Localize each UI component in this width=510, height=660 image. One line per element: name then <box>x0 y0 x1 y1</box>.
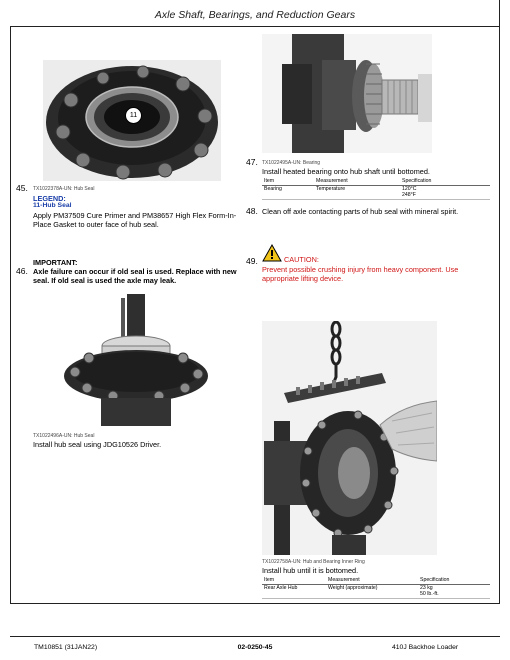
section-title: Axle Shaft, Bearings, and Reduction Gears <box>154 9 356 21</box>
hub-lifting-photo <box>262 321 437 555</box>
col-measurement: Measurement <box>326 577 418 584</box>
step-45-number: 45. <box>16 183 28 193</box>
footer-model: 410J Backhoe Loader <box>392 644 459 651</box>
spec-table-header <box>262 577 490 584</box>
step-49-text: Install hub until it is bottomed. <box>262 566 359 575</box>
step-49-caption: TX1022758A-UN: Hub and Bearing Inner Ring <box>262 559 365 565</box>
col-specification: Specification <box>400 178 490 185</box>
step-46-instruction: Install hub seal using JDG10526 Driver. <box>33 440 162 449</box>
cell-spec <box>418 584 490 598</box>
callout-11 <box>125 107 142 124</box>
frame-line-left <box>10 26 11 604</box>
col-item: Item <box>262 577 326 584</box>
hub-seal-install-photo <box>33 294 235 426</box>
bearing-photo <box>262 34 432 153</box>
table-row <box>262 584 490 598</box>
footer-doc-id: TM10851 (31JAN22) <box>34 644 98 651</box>
spec-imperial: 248°F <box>402 192 416 199</box>
spec-metric: 23 kg <box>420 584 433 591</box>
callout-number: 11 <box>129 112 138 119</box>
step-46-caption: TX1022496A-UN: Hub Seal <box>33 433 95 439</box>
caution-text: Prevent possible crushing injury from heavy component. Use appropriate lifting device. <box>262 265 459 283</box>
spec-table-header <box>262 178 490 185</box>
step-46-number: 46. <box>16 266 28 276</box>
step-45-caption: TX1022378A-UN: Hub Seal <box>33 186 95 192</box>
frame-line-top <box>10 26 500 27</box>
legend-item-hub-seal: 11-Hub Seal <box>33 202 72 209</box>
cell-item: Rear Axle Hub <box>262 584 326 598</box>
step-47-text: Install heated bearing onto hub shaft until bottomed. <box>262 167 430 176</box>
footer-page-number: 02-0250-45 <box>237 644 273 651</box>
hub-seal-photo <box>43 60 221 181</box>
col-measurement: Measurement <box>314 178 400 185</box>
footer-rule <box>10 636 500 637</box>
step-45-text: Apply PM37509 Cure Primer and PM38657 High Flex Form-In-Place Gasket to outer face of hub seal. <box>33 211 237 229</box>
warning-triangle-icon <box>262 244 282 267</box>
table-row <box>262 185 490 199</box>
step-47-spec-table <box>262 178 490 200</box>
spec-metric: 120°C <box>402 185 417 192</box>
spec-imperial: 50 lb.-ft. <box>420 591 439 598</box>
cell-measurement: Weight (approximate) <box>326 584 418 598</box>
step-49-spec-table <box>262 577 490 599</box>
col-item: Item <box>262 178 314 185</box>
step-47-caption: TX1022495A-UN: Bearing <box>262 160 321 166</box>
legend-title: LEGEND: <box>33 194 66 203</box>
cell-measurement: Temperature <box>314 185 400 199</box>
frame-line-right <box>499 0 500 604</box>
step-48-number: 48. <box>246 206 258 216</box>
important-label: IMPORTANT: <box>33 258 78 267</box>
step-47-number: 47. <box>246 157 258 167</box>
step-46-important-text: Axle failure can occur if old seal is used. Replace with new seal. If old seal is used the axle may leak. <box>33 267 237 285</box>
step-49-number: 49. <box>246 256 258 266</box>
cell-spec <box>400 185 490 199</box>
cell-item: Bearing <box>262 185 314 199</box>
col-specification: Specification <box>418 577 490 584</box>
caution-label: CAUTION: <box>284 255 319 264</box>
frame-line-bottom <box>10 603 500 604</box>
step-48-text: Clean off axle contacting parts of hub seal with mineral spirit. <box>262 207 459 216</box>
